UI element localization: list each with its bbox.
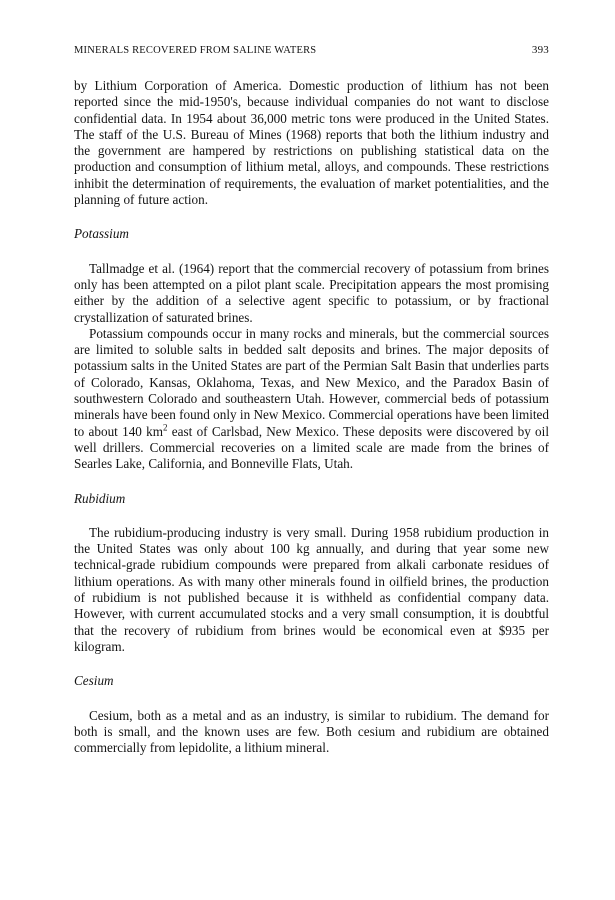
area-exponent: 2 [163, 422, 168, 433]
potassium-paragraph-1: Tallmadge et al. (1964) report that the commercial recovery of potassium from brines only has been attempted on a pilot plant scale. Precipitation appears the most promising either by the addition of a selective agent specific to potassium, or by fractional crystallization of saturated brines. [74, 260, 549, 325]
potassium-paragraph-2-part-a: Potassium compounds occur in many rocks and minerals, but the commercial sources are limited to soluble salts in bedded salt deposits and brines. The major deposits of potassium salts in the United States are part of the Permian Salt Basin that underlies parts of Colorado, Kansas, Oklahoma, Texas, and New Mexico, and the Paradox Basin of southwestern Colorado and southeastern Utah. However, commercial beds of potassium minerals have been found only in New Mexico. Commercial operations have been limited to about 140 km [74, 325, 549, 439]
document-page [74, 44, 549, 756]
running-title: MINERALS RECOVERED FROM SALINE WATERS [74, 45, 317, 56]
section-heading-rubidium: Rubidium [74, 490, 126, 506]
intro-paragraph: by Lithium Corporation of America. Domestic production of lithium has not been reported since the mid-1950's, because individual companies do not want to disclose confidential data. In 1954 about 36,000 metric tons were produced in the United States. The staff of the U.S. Bureau of Mines (1968) reports that both the lithium industry and the government are hampered by restrictions on publishing statistical data on the production and consumption of lithium metal, alloys, and compounds. These restrictions inhibit the determination of requirements, the evaluation of market potentialities, and the planning of future action. [74, 78, 549, 208]
cesium-paragraph-1: Cesium, both as a metal and as an industry, is similar to rubidium. The demand for both is small, and the known uses are few. Both cesium and rubidium are obtained commercially from lepidolite, a lithium mineral. [74, 707, 549, 756]
section-heading-potassium: Potassium [74, 226, 129, 242]
rubidium-paragraph-1: The rubidium-producing industry is very small. During 1958 rubidium production in the United States was only about 100 kg annually, and during that year some new technical-grade rubidium compounds were prepared from alkali carbonate residues of lithium operations. As with many other minerals found in oilfield brines, the production of rubidium is not published because it is withheld as confidential company data. However, with current accumulated stocks and a very small consumption, it is doubtful that the recovery of rubidium from brines would be economical even at $935 per kilogram. [74, 524, 549, 654]
page-number: 393 [531, 44, 549, 56]
running-header [74, 44, 549, 64]
potassium-paragraph-2-part-b: east of Carlsbad, New Mexico. These deposits were discovered by oil well drillers. Commercial recoveries on a limited scale are made from the brines of Searles Lake, California, and Bonneville Flats, Utah. [74, 423, 549, 472]
potassium-paragraph-2 [74, 326, 549, 473]
section-heading-cesium: Cesium [74, 673, 114, 689]
